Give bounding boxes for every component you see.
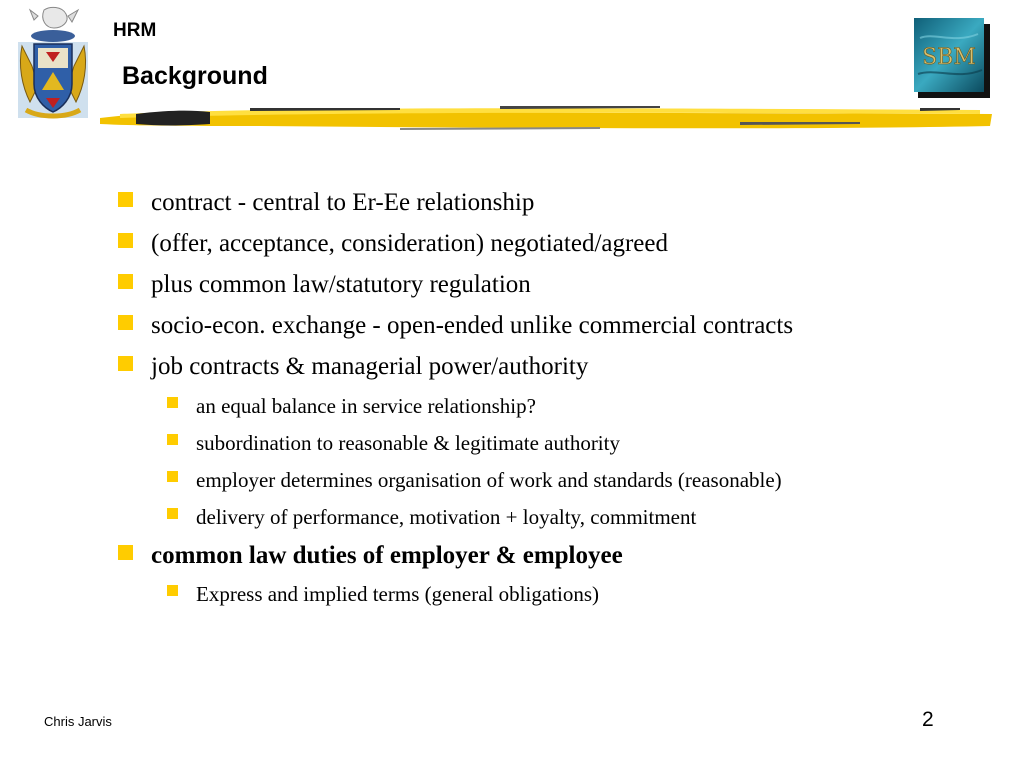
bullet-square-icon bbox=[167, 508, 178, 519]
bullet-text: an equal balance in service relationship? bbox=[196, 394, 536, 418]
bullet-text: subordination to reasonable & legitimate authority bbox=[196, 431, 620, 455]
bullet-item bbox=[151, 352, 588, 382]
bullet-text: contract - central to Er-Ee relationship bbox=[151, 189, 535, 216]
sub-bullet-item bbox=[196, 504, 696, 530]
bullet-square-icon bbox=[118, 356, 133, 371]
bullet-square-icon bbox=[167, 397, 178, 408]
bullet-square-icon bbox=[118, 545, 133, 560]
bullet-square-icon bbox=[167, 585, 178, 596]
bullet-text: plus common law/statutory regulation bbox=[151, 271, 531, 298]
bullet-square-icon bbox=[118, 192, 133, 207]
sub-bullet-item bbox=[196, 467, 782, 493]
bullet-square-icon bbox=[118, 274, 133, 289]
bullet-item bbox=[151, 541, 623, 571]
section-label: HRM bbox=[113, 20, 157, 41]
bullet-text: job contracts & managerial power/authority bbox=[151, 353, 589, 380]
bullet-square-icon bbox=[118, 233, 133, 248]
bullet-item bbox=[151, 229, 668, 259]
bullet-square-icon bbox=[167, 434, 178, 445]
bullet-text: common law duties of employer & employee bbox=[151, 542, 623, 569]
bullet-text: (offer, acceptance, consideration) negotiated/agreed bbox=[151, 230, 669, 257]
bullet-item bbox=[151, 311, 793, 341]
sub-bullet-item bbox=[196, 430, 620, 456]
sub-bullet-item bbox=[196, 581, 599, 607]
page-number: 2 bbox=[922, 708, 934, 731]
bullet-item bbox=[151, 270, 531, 300]
bullet-square-icon bbox=[118, 315, 133, 330]
bullet-item bbox=[151, 188, 534, 218]
bullet-text: delivery of performance, motivation + loyalty, commitment bbox=[196, 505, 697, 529]
footer-author: Chris Jarvis bbox=[44, 714, 112, 729]
logo-text: SBM bbox=[922, 45, 976, 70]
sub-bullet-item bbox=[196, 393, 536, 419]
bullet-text: Express and implied terms (general obligations) bbox=[196, 582, 599, 606]
page-title: Background bbox=[122, 62, 268, 90]
bullet-text: socio-econ. exchange - open-ended unlike commercial contracts bbox=[151, 312, 794, 339]
bullet-square-icon bbox=[167, 471, 178, 482]
bullet-text: employer determines organisation of work and standards (reasonable) bbox=[196, 468, 782, 492]
